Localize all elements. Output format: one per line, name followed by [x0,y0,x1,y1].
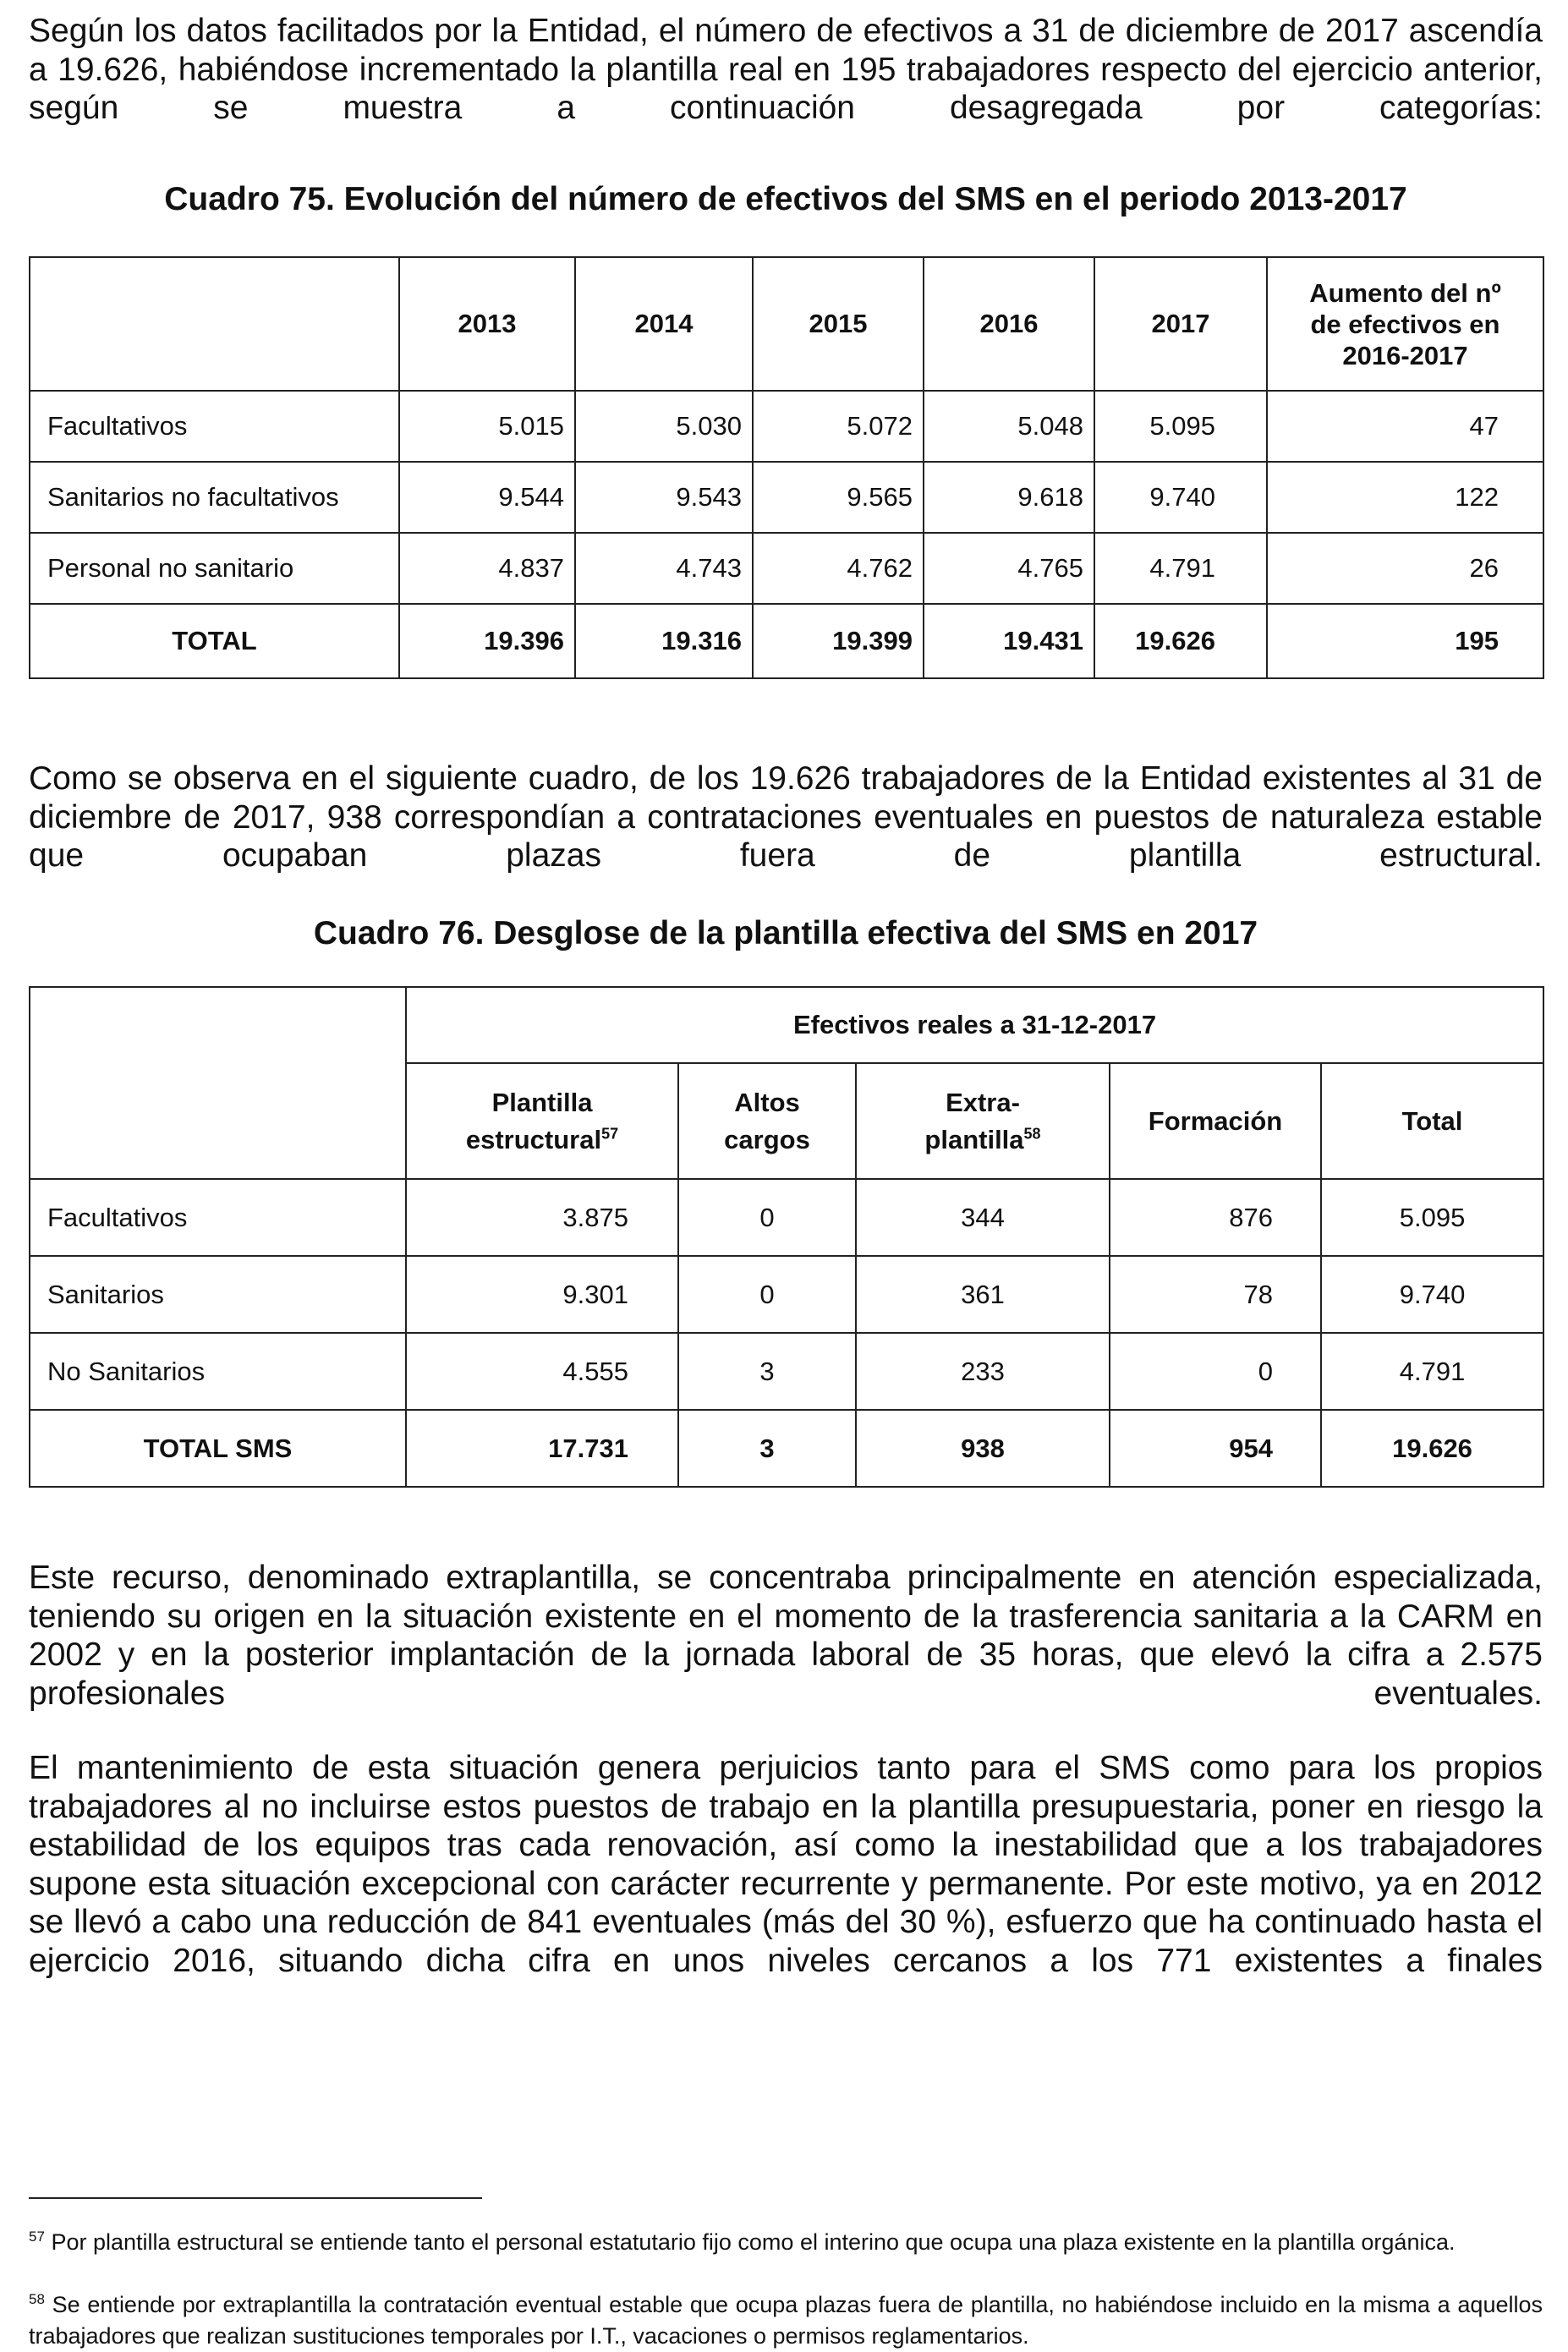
total-increase: 195 [1267,604,1543,678]
footnote-text: Se entiende por extraplantilla la contratación eventual estable que ocupa plazas fuera de plantilla, no habiéndose incluido en la misma a aquellos trabajadores que realizan sustituciones temporales por I.T., vacaciones o permisos reglamentarios. [29,2292,1543,2349]
table75-header-increase [1267,257,1543,391]
cell: 9.618 [924,462,1094,533]
cell: 5.048 [924,391,1094,462]
total-cell: 19.626 [1094,604,1267,678]
cell: 5.095 [1321,1179,1543,1256]
cell: 4.765 [924,533,1094,604]
row-label: Personal no sanitario [30,533,399,604]
table75-corner-cell [30,257,399,391]
cell: 9.740 [1094,462,1267,533]
table75-header-2013: 2013 [399,257,575,391]
footnote-number: 58 [29,2291,45,2307]
header-plantilla-estructural [406,1063,678,1179]
header-altos-cargos [678,1063,856,1179]
cell: 5.072 [753,391,924,462]
total-cell: 19.316 [575,604,753,678]
cell: 9.543 [575,462,753,533]
table75-header-2015: 2015 [753,257,924,391]
cell: 344 [856,1179,1110,1256]
table-row [30,391,1543,462]
cell: 0 [678,1179,856,1256]
total-cell: 17.731 [406,1410,678,1487]
table76-total-row [30,1410,1543,1487]
increase-header-line2: de efectivos en [1310,309,1500,339]
increase-header-line3: 2016-2017 [1342,340,1468,370]
total-cell: 19.431 [924,604,1094,678]
footnote-ref-58: 58 [1023,1125,1041,1143]
table76 [29,986,1544,1488]
footnote-number: 57 [29,2229,45,2245]
cell-increase: 47 [1267,391,1543,462]
footnote-58 [29,2289,1543,2352]
header-col2-line2: cargos [724,1124,810,1154]
header-formacion: Formación [1110,1063,1321,1179]
table76-group-header: Efectivos reales a 31-12-2017 [406,987,1543,1063]
total-label: TOTAL SMS [30,1410,406,1487]
header-extraplantilla [856,1063,1110,1179]
cell: 9.740 [1321,1256,1543,1333]
table76-group-header-row [30,987,1543,1063]
footnote-text: Por plantilla estructural se entiende tanto el personal estatutario fijo como el interino que ocupa una plaza existente en la plantilla orgánica. [51,2229,1456,2255]
cell: 5.095 [1094,391,1267,462]
table75-header-2017: 2017 [1094,257,1267,391]
row-label: Sanitarios no facultativos [30,462,399,533]
header-col2-line1: Altos [734,1087,800,1117]
total-label: TOTAL [30,604,399,678]
table-row [30,462,1543,533]
table75-header-2014: 2014 [575,257,753,391]
header-total: Total [1321,1063,1543,1179]
cell: 876 [1110,1179,1321,1256]
header-col1-line1: Plantilla [491,1087,593,1117]
table75-caption: Cuadro 75. Evolución del número de efectivos del SMS en el periodo 2013-2017 [164,181,1407,217]
cell: 9.544 [399,462,575,533]
cell-increase: 122 [1267,462,1543,533]
cell: 3 [678,1333,856,1410]
table75-header-2016: 2016 [924,257,1094,391]
footnote-57 [29,2227,1543,2258]
table76-corner-cell [30,987,406,1179]
header-col1-line2: estructural [465,1124,602,1154]
cell: 233 [856,1333,1110,1410]
table75-header-row [30,257,1543,391]
table76-caption: Cuadro 76. Desglose de la plantilla efectiva del SMS en 2017 [313,915,1258,951]
table-row [30,533,1543,604]
cell: 4.791 [1094,533,1267,604]
footnote-separator [29,2197,482,2199]
cell: 4.555 [406,1333,678,1410]
cell-increase: 26 [1267,533,1543,604]
total-cell: 3 [678,1410,856,1487]
cell: 9.565 [753,462,924,533]
cell: 78 [1110,1256,1321,1333]
footnote-ref-57: 57 [601,1125,619,1143]
cell: 5.030 [575,391,753,462]
cell: 9.301 [406,1256,678,1333]
table-row [30,1179,1543,1256]
paragraph-mantenimiento: El mantenimiento de esta situación genera perjuicios tanto para el SMS como para los propios trabajadores al no incluirse estos puestos de trabajo en la plantilla presupuestaria, poner en riesgo la estabilidad de los equipos tras cada renovación, así como la inestabilidad que a los trabajadores supone esta situación excepcional con carácter recurrente y permanente. Por este motivo, ya en 2012 se llevó a cabo una reducción de 841 eventuales (más del 30 %), esfuerzo que ha continuado hasta el ejercicio 2016, situando dicha cifra en unos niveles cercanos a los 771 existentes a finales [29,1750,1543,1979]
total-cell: 19.396 [399,604,575,678]
total-cell: 954 [1110,1410,1321,1487]
row-label: Sanitarios [30,1256,406,1333]
table-row [30,1333,1543,1410]
cell: 0 [1110,1333,1321,1410]
middle-paragraph: Como se observa en el siguiente cuadro, de los 19.626 trabajadores de la Entidad existentes al 31 de diciembre de 2017, 938 correspondían a contrataciones eventuales en puestos de naturaleza estable que ocupaban plazas fuera de plantilla estructural. [29,760,1543,874]
row-label: No Sanitarios [30,1333,406,1410]
table75-total-row [30,604,1543,678]
header-col3-line2: plantilla [924,1124,1024,1154]
cell: 361 [856,1256,1110,1333]
header-col3-line1: Extra- [946,1087,1020,1117]
total-cell: 19.399 [753,604,924,678]
cell: 4.743 [575,533,753,604]
cell: 0 [678,1256,856,1333]
table75 [29,256,1544,679]
intro-paragraph: Según los datos facilitados por la Entidad, el número de efectivos a 31 de diciembre de 2017 ascendía a 19.626, habiéndose incrementado la plantilla real en 195 trabajadores respecto del ejercicio anterior, según se muestra a continuación desagregada por categorías: [29,13,1543,126]
cell: 4.791 [1321,1333,1543,1410]
total-cell: 938 [856,1410,1110,1487]
row-label: Facultativos [30,1179,406,1256]
paragraph-extraplantilla: Este recurso, denominado extraplantilla, se concentraba principalmente en atención especializada, teniendo su origen en la situación existente en el momento de la trasferencia sanitaria a la CARM en 2002 y en la posterior implantación de la jornada laboral de 35 horas, que elevó la cifra a 2.575 profesionales eventuales. [29,1560,1543,1712]
table-row [30,1256,1543,1333]
cell: 5.015 [399,391,575,462]
cell: 3.875 [406,1179,678,1256]
cell: 4.837 [399,533,575,604]
total-cell: 19.626 [1321,1410,1543,1487]
increase-header-line1: Aumento del nº [1309,277,1501,308]
row-label: Facultativos [30,391,399,462]
cell: 4.762 [753,533,924,604]
